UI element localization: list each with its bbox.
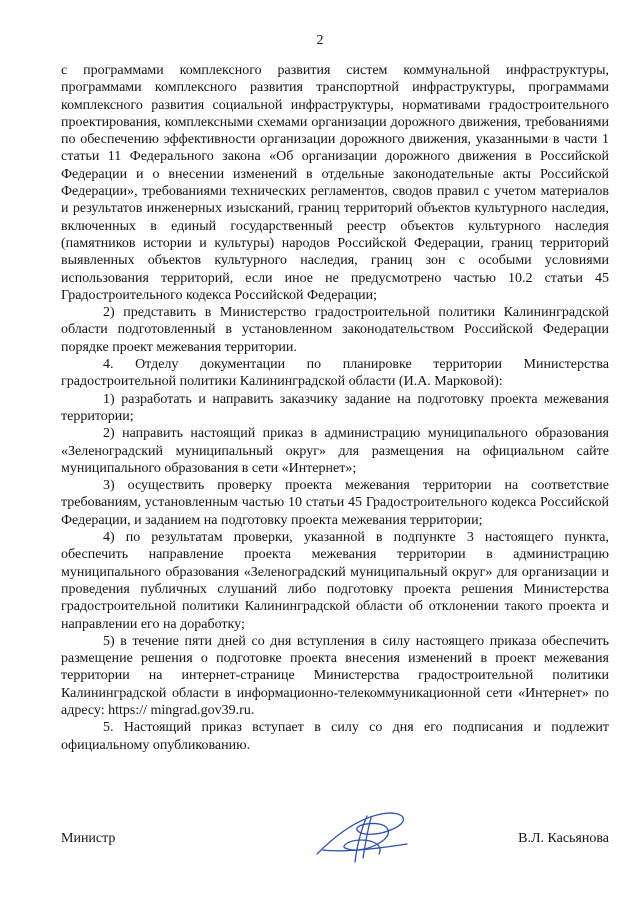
handwritten-signature — [309, 806, 419, 868]
paragraph-item-4-1: 1) разработать и направить заказчику задание на подготовку проекта межевания территории; — [61, 391, 609, 424]
paragraph-section-5: 5. Настоящий приказ вступает в силу со дня его подписания и подлежит официальному опубликованию. — [61, 720, 609, 753]
paragraph-item-4-4: 4) по результатам проверки, указанной в подпункте 3 настоящего пункта, обеспечить направление проекта межевания территории в администрацию муниципального образования «Зеленоградский муниципальный округ» для организации и проведения публичных слушаний либо подготовку проекта решения Министерства градостроительной политики Калининградской области об отклонении такого проекта и направлении его на доработку; — [61, 530, 609, 632]
paragraph-section-4: 4. Отделу документации по планировке территории Министерства градостроительной политики Калининградской области (И.А. Марковой): — [61, 357, 609, 390]
document-body — [61, 62, 609, 754]
paragraph-item-4-2: 2) направить настоящий приказ в администрацию муниципального образования «Зеленоградский муниципальный округ» для размещения на официальном сайте муниципального образования в сети «Интернет»; — [61, 426, 609, 476]
signature-block — [61, 820, 609, 860]
paragraph-item-4-5: 5) в течение пяти дней со дня вступления в силу настоящего приказа обеспечить размещение решения о подготовке проекта внесения изменений в проект межевания территории на интернет-странице Министерства градостроительной политики Калининградской области в информационно-телекоммуникационной сети «Интернет» по адресу: https:// mingrad.gov39.ru. — [61, 633, 609, 718]
page-number: 2 — [316, 33, 324, 48]
paragraph-continuation: с программами комплексного развития систем коммунальной инфраструктуры, программами комплексного развития транспортной инфраструктуры, программами комплексного развития социальной инфраструктуры, нормативами градостроительного проектирования, комплексными схемами организации дорожного движения, требованиями по обеспечению эффективности организации дорожного движения, указанными в части 1 статьи 11 Федерального закона «Об организации дорожного движения в Российской Федерации и о внесении изменений в отдельные законодательные акты Российской Федерации», требованиями технических регламентов, сводов правил с учетом материалов и результатов инженерных изысканий, границ территорий объектов культурного наследия, включенных в единый государственный реестр объектов культурного наследия (памятников истории и культуры) народов Российской Федерации, границ территорий выявленных объектов культурного наследия, границ зон с особыми условиями использования территорий, если иное не предусмотрено частью 10.2 статьи 45 Градостроительного кодекса Российской Федерации; — [61, 63, 609, 303]
signer-name: В.Л. Касьянова — [518, 831, 609, 846]
paragraph-item-4-3: 3) осуществить проверку проекта межевания территории на соответствие требованиям, установленным частью 10 статьи 45 Градостроительного кодекса Российской Федерации, и заданием на подготовку проекта межевания территории; — [61, 478, 609, 528]
signer-title: Министр — [61, 831, 116, 846]
paragraph-item-2: 2) представить в Министерство градостроительной политики Калининградской области подготовленный в установленном законодательством Российской Федерации порядке проект межевания территории. — [61, 305, 609, 355]
